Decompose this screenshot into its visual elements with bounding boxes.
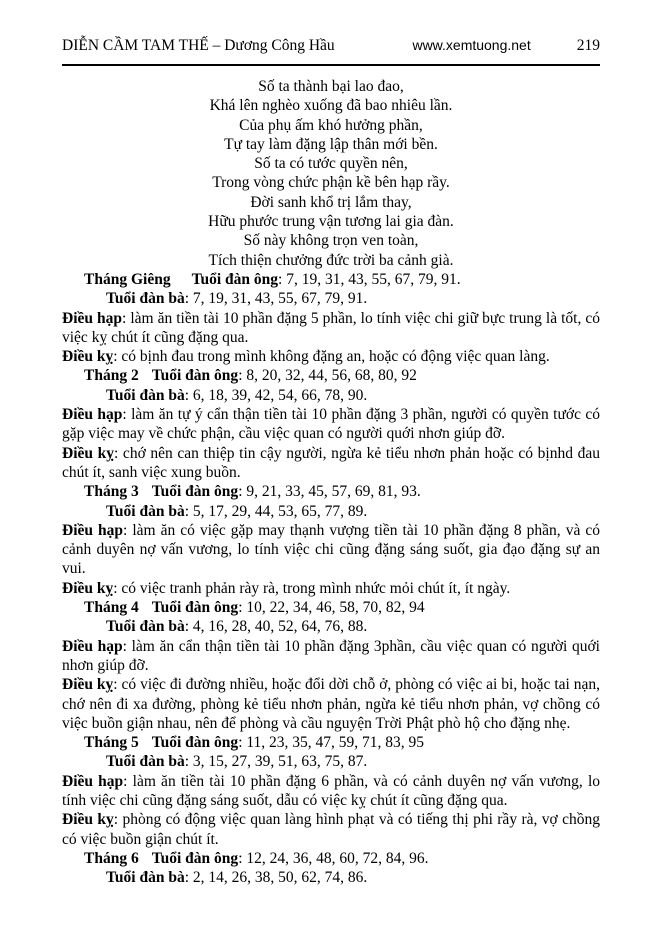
poem-line: Số ta có tước quyền nên, bbox=[254, 155, 408, 173]
women-ages-label: Tuổi đàn bà bbox=[106, 753, 185, 771]
ky-paragraph bbox=[62, 444, 600, 483]
men-ages-label: Tuổi đàn ông bbox=[191, 270, 279, 288]
poem-line: Đời sanh khổ trị lắm thay, bbox=[250, 193, 412, 211]
men-ages: : 7, 19, 31, 43, 55, 67, 79, 91. bbox=[278, 270, 461, 288]
hap-text: : làm ăn tiền tài 10 phần đặng 6 phần, và có cảnh duyên nợ vấn vương, lo tính việc chi cũng đặng sáng suốt, dẫu có việc kỵ chút ít cũng đặng qua. bbox=[62, 772, 600, 809]
women-ages: : 7, 19, 31, 43, 55, 67, 79, 91. bbox=[184, 290, 368, 308]
month-header bbox=[84, 482, 600, 501]
women-ages-line bbox=[106, 502, 600, 521]
poem-line: Hữu phước trung vận tương lai gia đàn. bbox=[208, 213, 454, 231]
month-name: Tháng 4 bbox=[84, 599, 139, 617]
poem-line: Khá lên nghèo xuống đã bao nhiêu lần. bbox=[209, 97, 453, 115]
women-ages-line bbox=[106, 289, 600, 308]
hap-label: Điều hạp bbox=[62, 772, 124, 790]
month-section bbox=[62, 482, 600, 598]
month-header bbox=[84, 733, 600, 752]
men-ages-label: Tuổi đàn ông bbox=[151, 599, 239, 617]
women-ages-line bbox=[106, 617, 600, 636]
hap-label: Điều hạp bbox=[62, 637, 123, 655]
month-header bbox=[84, 270, 600, 289]
ky-paragraph bbox=[62, 347, 600, 366]
month-name: Tháng Giêng bbox=[84, 270, 171, 288]
month-name: Tháng 5 bbox=[84, 734, 139, 752]
page-number: 219 bbox=[576, 37, 600, 54]
men-ages-label: Tuổi đàn ông bbox=[151, 483, 239, 501]
ky-text: : có việc tranh phản rày rà, trong mình nhức mỏi chút ít, ít ngày. bbox=[113, 579, 511, 597]
month-section bbox=[62, 733, 600, 849]
hap-paragraph bbox=[62, 637, 600, 676]
women-ages-line bbox=[106, 868, 600, 887]
ky-label: Điều kỵ bbox=[62, 579, 114, 597]
page-content bbox=[62, 0, 600, 887]
poem-line: Số ta thành bại lao đao, bbox=[258, 78, 404, 95]
month-header bbox=[84, 849, 600, 868]
ky-label: Điều kỵ bbox=[62, 348, 114, 366]
ky-text: : phòng có động việc quan làng hình phạt và có tiếng thị phi rầy rà, vợ chồng có việc buồn giận chút ít. bbox=[62, 811, 600, 848]
ky-label: Điều kỵ bbox=[62, 676, 114, 694]
hap-paragraph bbox=[62, 405, 600, 444]
month-section bbox=[62, 598, 600, 733]
month-name: Tháng 2 bbox=[84, 367, 139, 385]
women-ages: : 4, 16, 28, 40, 52, 64, 76, 88. bbox=[184, 618, 368, 636]
month-name: Tháng 3 bbox=[84, 483, 139, 501]
men-ages: : 10, 22, 34, 46, 58, 70, 82, 94 bbox=[238, 599, 425, 617]
ky-label: Điều kỵ bbox=[62, 811, 114, 829]
month-section bbox=[62, 849, 600, 888]
men-ages: : 12, 24, 36, 48, 60, 72, 84, 96. bbox=[238, 849, 429, 867]
men-ages: : 11, 23, 35, 47, 59, 71, 83, 95 bbox=[238, 734, 425, 752]
men-ages: : 9, 21, 33, 45, 57, 69, 81, 93. bbox=[238, 483, 421, 501]
poem-line: Số này không trọn ven toàn, bbox=[243, 232, 419, 250]
women-ages: : 3, 15, 27, 39, 51, 63, 75, 87. bbox=[184, 753, 368, 771]
women-ages-line bbox=[106, 386, 600, 405]
men-ages-label: Tuổi đàn ông bbox=[151, 734, 239, 752]
women-ages-line bbox=[106, 752, 600, 771]
hap-paragraph bbox=[62, 521, 600, 579]
men-ages-label: Tuổi đàn ông bbox=[151, 849, 239, 867]
women-ages: : 6, 18, 39, 42, 54, 66, 78, 90. bbox=[184, 386, 368, 404]
website-url: www.xemtuong.net bbox=[412, 37, 531, 53]
hap-text: : làm ăn cẩn thận tiền tài 10 phần đặng 3phần, cầu việc quan có người quới nhơn giúp đỡ. bbox=[62, 637, 600, 674]
poem-line: Của phụ ấm khó hưởng phần, bbox=[239, 116, 423, 134]
women-ages-label: Tuổi đàn bà bbox=[106, 502, 185, 520]
poem-line: Tích thiện chưởng đức trời ba cảnh già. bbox=[208, 251, 454, 269]
men-ages-label: Tuổi đàn ông bbox=[151, 367, 239, 385]
ky-paragraph bbox=[62, 810, 600, 849]
page-header bbox=[62, 0, 600, 66]
month-section bbox=[62, 270, 600, 366]
month-name: Tháng 6 bbox=[84, 849, 139, 867]
ky-paragraph bbox=[62, 579, 600, 598]
month-section bbox=[62, 366, 600, 482]
ky-text: : chớ nên can thiệp tin cậy người, ngừa kẻ tiểu nhơn phản hoặc có bịnhd đau chút ít, sanh việc xung buồn. bbox=[62, 444, 600, 481]
month-header bbox=[84, 598, 600, 617]
women-ages-label: Tuổi đàn bà bbox=[106, 386, 185, 404]
hap-label: Điều hạp bbox=[62, 309, 123, 327]
month-header bbox=[84, 366, 600, 385]
women-ages-label: Tuổi đàn bà bbox=[106, 290, 185, 308]
women-ages-label: Tuổi đàn bà bbox=[106, 869, 185, 887]
women-ages: : 5, 17, 29, 44, 53, 65, 77, 89. bbox=[184, 502, 368, 520]
poem bbox=[62, 77, 600, 270]
hap-text: : làm ăn có việc gặp may thạnh vượng tiền tài 10 phần đặng 8 phần, và có cảnh duyên nợ vấn vương, lo tính việc chi cũng đặng sáng suốt, gia đạo đặng sự an vui. bbox=[62, 521, 600, 578]
hap-label: Điều hạp bbox=[62, 406, 123, 424]
poem-line: Trong vòng chức phận kề bên hạp rầy. bbox=[212, 174, 450, 192]
ky-label: Điều kỵ bbox=[62, 444, 114, 462]
hap-text: : làm ăn tự ý cẩn thận tiền tài 10 phần đặng 3 phần, người có quyền tước có gặp việc may về chức phận, cầu việc quan có người quới nhơn giúp đỡ. bbox=[62, 406, 600, 443]
women-ages-label: Tuổi đàn bà bbox=[106, 618, 185, 636]
ky-text: : có bịnh đau trong mình không đặng an, hoặc có động việc quan làng. bbox=[113, 348, 550, 366]
book-title: DIỄN CẦM TAM THẾ – Dương Công Hầu bbox=[62, 37, 335, 54]
hap-label: Điều hạp bbox=[62, 521, 124, 539]
hap-paragraph bbox=[62, 309, 600, 348]
women-ages: : 2, 14, 26, 38, 50, 62, 74, 86. bbox=[184, 869, 368, 887]
poem-line: Tự tay làm đặng lập thân mới bền. bbox=[224, 135, 438, 153]
ky-text: : có việc đi đường nhiều, hoặc đổi dời chỗ ở, phòng có việc ai bi, hoặc tai nạn, chớ nên đi xa đường, phòng kẻ tiểu nhơn phản, ngừa kẻ tiểu nhơn phản, vợ chồng có việc buồn giận nhau, nên để phòng và cầu nguyện Trời Phật phò hộ cho đặng nhẹ. bbox=[62, 676, 600, 732]
month-sections bbox=[62, 270, 600, 888]
men-ages: : 8, 20, 32, 44, 56, 68, 80, 92 bbox=[238, 367, 417, 385]
hap-text: : làm ăn tiền tài 10 phần đặng 5 phần, lo tính việc chi giữ bực trung là tốt, có việc kỵ chút ít cũng đặng qua. bbox=[62, 309, 600, 346]
ky-paragraph bbox=[62, 675, 600, 733]
hap-paragraph bbox=[62, 772, 600, 811]
